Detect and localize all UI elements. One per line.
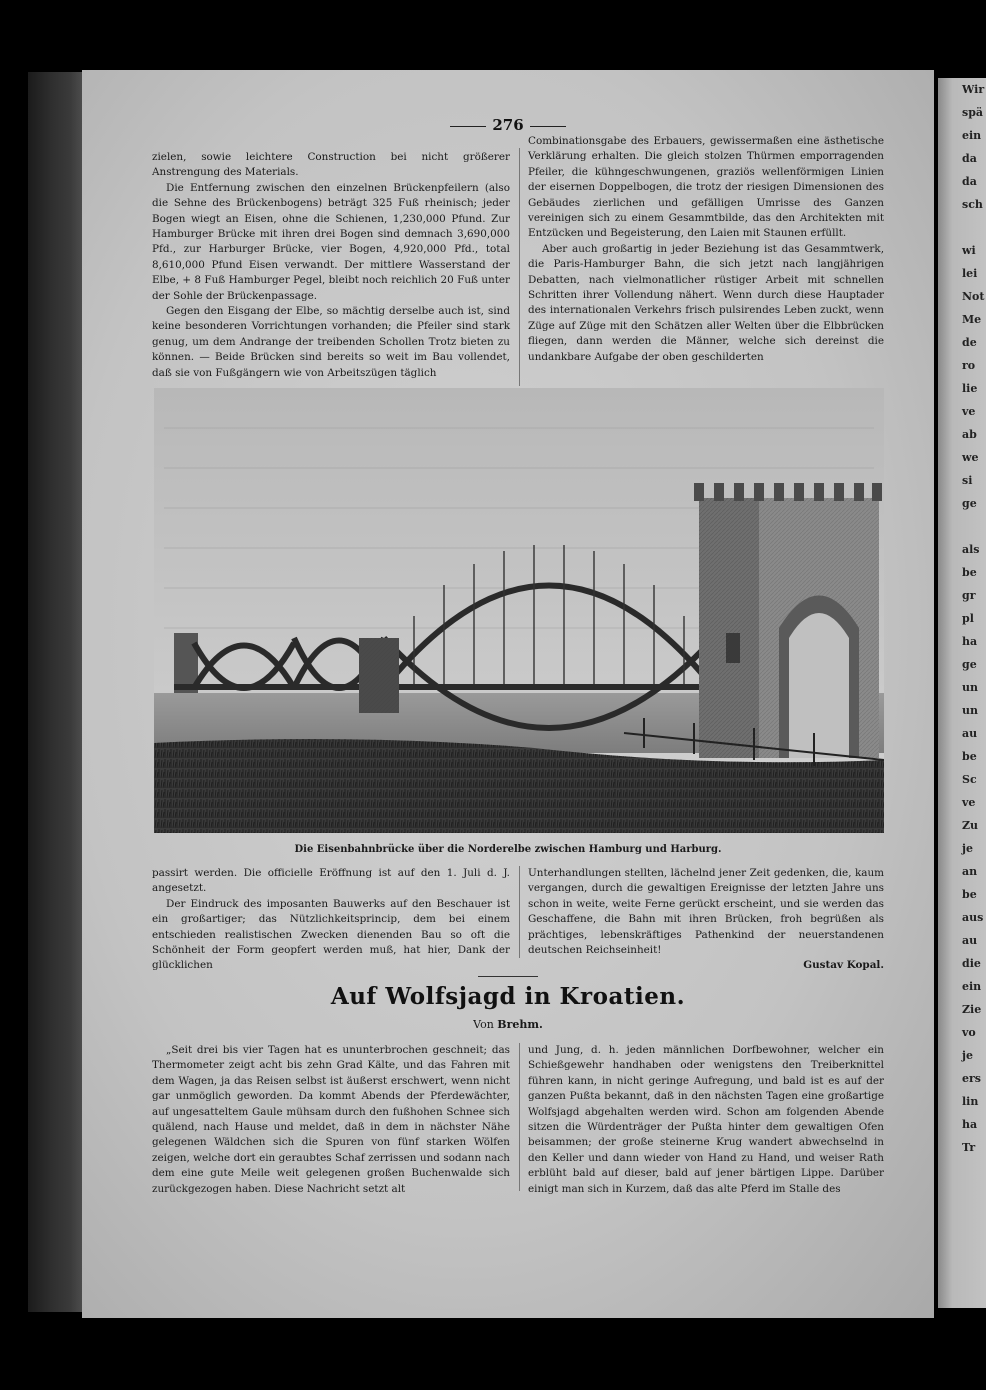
facing-page-fragment: wi <box>962 244 976 257</box>
facing-page-fragment: ha <box>962 635 978 648</box>
facing-page-fragment: au <box>962 727 978 740</box>
facing-page-fragment: Zie <box>962 1003 982 1016</box>
facing-page-fragment: gr <box>962 589 976 602</box>
facing-page-fragment: de <box>962 336 977 349</box>
facing-page-fragment: be <box>962 750 977 763</box>
facing-page-fragment: ein <box>962 129 982 142</box>
facing-page-fragment: ha <box>962 1118 978 1131</box>
facing-page-fragment <box>938 216 986 239</box>
facing-page-fragment: sch <box>962 198 983 211</box>
bridge-illustration <box>154 388 884 833</box>
paragraph: Gegen den Eisgang der Elbe, so mächtig derselbe auch ist, sind keine besonderen Vorrichtungen vorhanden; die Pfeiler sind stark genug, um dem Andrange der treibenden Schollen Trotz bieten zu können. — Beide Brücken sind bereits so weit im Bau vollendet, daß sie von Fußgängern wie von Arbeitszügen täglich <box>152 305 510 379</box>
facing-page-fragment: ve <box>962 405 976 418</box>
author-signature: Gustav Kopal. <box>803 959 884 972</box>
facing-page-fragment: Tr <box>962 1141 976 1154</box>
facing-page-fragment: vo <box>962 1026 976 1039</box>
facing-page-fragment <box>938 515 986 538</box>
facing-page-fragment: pl <box>962 612 974 625</box>
book-binding <box>28 72 88 1312</box>
facing-page-fragment: au <box>962 934 978 947</box>
paragraph: und Jung, d. h. jeden männlichen Dorfbewohner, welcher ein Schießgewehr handhaben oder wenigstens den Treiberknittel führen kann, in nicht geringe Aufregung, und bald ist es auf der ganzen Pußta bekannt, daß in den nächsten Tagen eine großartige Wolfsjagd abgehalten werden wird. Schon am folgenden Abende sitzen die Würdenträger der Pußta hinter dem gewaltigen Ofen beisammen; der große steinerne Krug wandert abwechselnd in den Keller und dann wieder von Hand zu Hand, und weiser Rath erblüht bald auf dieser, bald auf jener bärtigen Lippe. Darüber einigt man sich in Kurzem, daß das alte Pferd im Stalle des <box>528 1044 884 1195</box>
facing-page-fragment: ge <box>962 658 977 671</box>
paragraph: zielen, sowie leichtere Construction bei nicht größerer Anstrengung des Materials. <box>152 151 510 179</box>
facing-page-fragment: an <box>962 865 978 878</box>
facing-page-fragment: ab <box>962 428 977 441</box>
paragraph: Der Eindruck des imposanten Bauwerks auf den Beschauer ist ein großartiger; das Nützlichkeitsprincip, dem bei einem entschieden realistischen Zwecken dienenden Bau so oft die Schönheit der Form geopfert werden muß, hat hier, Dank der glücklichen <box>152 897 510 972</box>
facing-page-fragment: ge <box>962 497 977 510</box>
facing-page-edge <box>938 78 986 1308</box>
facing-page-fragment: die <box>962 957 981 970</box>
facing-page-fragment: si <box>962 474 973 487</box>
mid-right-column <box>528 866 884 974</box>
facing-page-fragment: Zu <box>962 819 979 832</box>
illustration-caption: Die Eisenbahnbrücke über die Norderelbe zwischen Hamburg und Harburg. <box>294 844 722 855</box>
facing-page-fragment: je <box>962 1049 973 1062</box>
column-divider <box>519 1043 520 1191</box>
facing-page-fragment: da <box>962 152 977 165</box>
paragraph: Unterhandlungen stellten, lächelnd jener Zeit gedenken, die, kaum vergangen, durch die gewaltigen Ereignisse der letzten Jahre uns schon in weite, weite Ferne gerückt erscheint, und sie werden das Geschaffene, die Bahn mit ihren Brücken, froh begrüßen als prächtiges, lebenskräftiges Pathenkind der neuerstandenen deutschen Reichseinheit! <box>528 867 884 957</box>
mid-left-column <box>152 866 510 974</box>
page-number: 276 <box>82 116 934 134</box>
paragraph: Combinationsgabe des Erbauers, gewissermaßen eine ästhetische Verklärung erhalten. Die gleich stolzen Thürmen emporragenden Pfeiler, die kühngeschwungenen, graziös wellenförmigen Linien der eisernen Doppelbogen, die trotz der riesigen Dimensionen des Gebäudes zierlichen und gefälligen Umrisse des Ganzen vereinigen sich zu einem Gesammtbilde, das den Architekten mit Entzücken und Begeisterung, den Laien mit Staunen erfüllt. <box>528 135 884 240</box>
facing-page-fragment: lie <box>962 382 978 395</box>
top-right-column <box>528 134 884 365</box>
title-rule <box>478 976 538 977</box>
facing-page-fragment: un <box>962 681 978 694</box>
facing-page-fragment: ers <box>962 1072 981 1085</box>
book-page <box>82 70 934 1318</box>
paragraph: Die Entfernung zwischen den einzelnen Brückenpfeilern (also die Sehne des Brückenbogens) beträgt 325 Fuß rheinisch; jeder Bogen wiegt an Eisen, ohne die Schienen, 1,230,000 Pfund. Zur Hamburger Brücke mit ihren drei Bogen sind demnach 3,690,000 Pfd., zur Harburger Brücke, vier Bogen, 4,920,000 Pfd., total 8,610,000 Pfund Eisen verwandt. Der mittlere Wasserstand der Elbe, + 8 Fuß Hamburger Pegel, bleibt noch reichlich 20 Fuß unter der Sohle der Brückenpassage. <box>152 181 510 302</box>
facing-page-fragment: Me <box>962 313 982 326</box>
paragraph: „Seit drei bis vier Tagen hat es ununterbrochen geschneit; das Thermometer zeigt acht bis zehn Grad Kälte, und das Fahren mit dem Wagen, ja das Reisen selbst ist äußerst erschwert, wenn nicht gar unmöglich geworden. Da kommt Abends der Pferdewächter, auf ungesatteltem Gaule mühsam durch den fußhohen Schnee sich quälend, nach Hause und meldet, daß in dem in nächster Nähe gelegenen Wäldchen sich die Spuren von fünf starken Wölfen zeigen, welche dort ein geraubtes Schaf zerrissen und sodann nach dem eine gute Meile weit gelegenen großen Buchenwalde sich zurückgezogen haben. Diese Nachricht setzt alt <box>152 1044 510 1195</box>
facing-page-fragment: ve <box>962 796 976 809</box>
column-divider <box>519 148 520 386</box>
facing-page-fragment: lei <box>962 267 978 280</box>
facing-page-fragment: we <box>962 451 979 464</box>
article-byline: Von Brehm. <box>473 1018 543 1031</box>
facing-page-fragment: Not <box>962 290 985 303</box>
facing-page-fragment: be <box>962 566 977 579</box>
facing-page-fragment: un <box>962 704 978 717</box>
paragraph: passirt werden. Die officielle Eröffnung ist auf den 1. Juli d. J. angesetzt. <box>152 867 510 895</box>
facing-page-fragment: als <box>962 543 980 556</box>
bottom-right-column <box>528 1043 884 1197</box>
facing-page-fragment: ro <box>962 359 976 372</box>
facing-page-fragment: be <box>962 888 977 901</box>
facing-page-fragment: lin <box>962 1095 979 1108</box>
facing-page-fragment: je <box>962 842 973 855</box>
top-left-column <box>152 150 510 381</box>
paragraph: Aber auch großartig in jeder Beziehung ist das Gesammtwerk, die Paris-Hamburger Bahn, die sich jetzt nach langjährigen Debatten, nach vielmonatlicher rüstiger Arbeit mit schnellen Schritten ihrer Vollendung nähert. Wenn durch diese Hauptader des internationalen Verkehrs frisch pulsirendes Leben zuckt, wenn Züge auf Züge mit den Schätzen aller Welten über die Elbbrücken fliegen, dann werden die Männer, welche sich dereinst die undankbare Aufgabe der oben geschilderten <box>528 242 884 363</box>
facing-page-fragment: spä <box>962 106 984 119</box>
facing-page-fragment: aus <box>962 911 984 924</box>
facing-page-fragment: Sc <box>962 773 977 786</box>
article-title: Auf Wolfsjagd in Kroatien. <box>330 983 686 1010</box>
bottom-left-column <box>152 1043 510 1197</box>
facing-page-fragment: Wir <box>962 83 985 96</box>
column-divider <box>519 866 520 958</box>
facing-page-fragment: da <box>962 175 977 188</box>
facing-page-fragment: ein <box>962 980 982 993</box>
